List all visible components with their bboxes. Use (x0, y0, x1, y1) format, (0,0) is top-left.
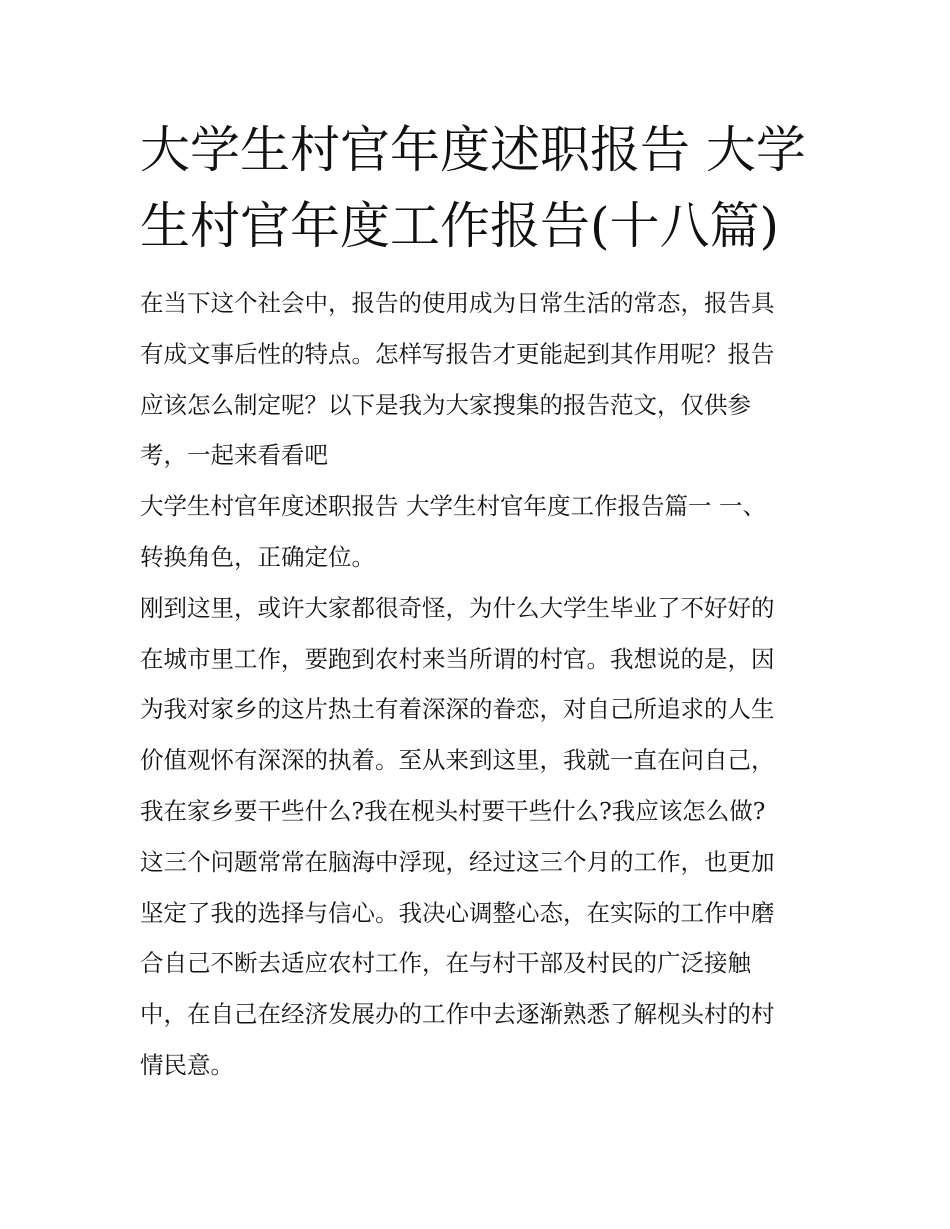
text-line: 在城市里工作，要跑到农村来当所谓的村官。我想说的是，因 (140, 644, 775, 673)
document-page (140, 112, 820, 1091)
title-line: 大学生村官年度述职报告 大学 (140, 121, 806, 179)
text-line: 合自己不断去适应农村工作，在与村干部及村民的广泛接触 (140, 949, 751, 978)
text-line: 价值观怀有深深的执着。至从来到这里，我就一直在问自己， (140, 746, 775, 775)
text-line: 中，在自己在经济发展办的工作中去逐渐熟悉了解枧头村的村 (140, 1000, 775, 1029)
section-heading-paragraph (140, 481, 820, 583)
text-line: 刚到这里，或许大家都很奇怪，为什么大学生毕业了不好好的 (140, 593, 775, 622)
body-paragraph (140, 583, 820, 1091)
text-line: 大学生村官年度述职报告 大学生村官年度工作报告篇一 一、 (140, 492, 766, 521)
text-line: 为我对家乡的这片热土有着深深的眷恋，对自己所追求的人生 (140, 695, 775, 724)
text-line: 坚定了我的选择与信心。我决心调整心态，在实际的工作中磨 (140, 898, 775, 927)
text-line: 这三个问题常常在脑海中浮现，经过这三个月的工作，也更加 (140, 847, 775, 876)
text-line: 考，一起来看看吧 (140, 441, 328, 470)
title-line: 生村官年度工作报告(十八篇) (140, 197, 780, 255)
text-line: 应该怎么制定呢？以下是我为大家搜集的报告范文，仅供参 (140, 390, 751, 419)
text-line: 情民意。 (140, 1050, 234, 1079)
intro-paragraph (140, 278, 820, 481)
document-title (140, 112, 820, 264)
text-line: 我在家乡要干些什么?我在枧头村要干些什么?我应该怎么做? (140, 796, 766, 825)
text-line: 有成文事后性的特点。怎样写报告才更能起到其作用呢？报告 (140, 339, 775, 368)
text-line: 在当下这个社会中，报告的使用成为日常生活的常态，报告具 (140, 289, 775, 317)
text-line: 转换角色，正确定位。 (140, 542, 375, 571)
